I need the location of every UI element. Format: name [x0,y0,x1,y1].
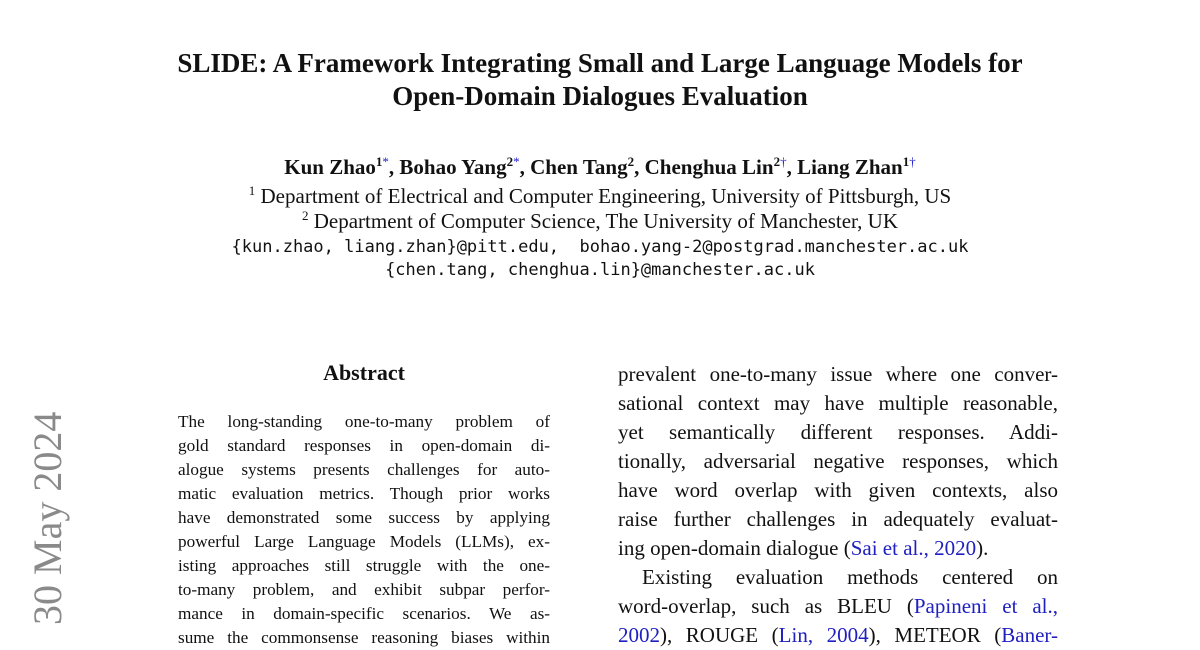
affiliation-text: Department of Computer Science, The University of Manchester, UK [313,209,899,233]
intro-line [618,447,1058,476]
citation-link[interactable]: Sai et al., 2020 [850,536,977,560]
intro-line [618,621,1058,650]
intro-text: Existing evaluation methods centered on [642,565,1058,589]
paper-title-line: SLIDE: A Framework Integrating Small and Large Language Models for [177,48,1023,78]
intro-text: have word overlap with given contexts, also [618,478,1058,502]
intro-text: prevalent one-to-many issue where one conver- [618,362,1058,386]
affiliation-1 [0,184,1200,209]
arxiv-date-stamp: 30 May 2024 [25,411,70,625]
citation-link[interactable]: 2002 [618,623,660,647]
abstract-line: isting approaches still struggle with the one- [178,556,550,575]
corresponding-author-marker[interactable]: † [909,154,916,169]
equal-contribution-marker[interactable]: * [513,154,520,169]
paper-title [0,47,1200,113]
intro-text: word-overlap, such as BLEU ( [618,594,914,618]
abstract-line: gold standard responses in open-domain di- [178,436,550,455]
abstract-body [178,410,550,650]
citation-link[interactable]: Lin, 2004 [778,623,869,647]
author-affiliation-marker: 2† [773,154,787,169]
intro-line [618,476,1058,505]
intro-text: ing open-domain dialogue ( [618,536,851,560]
abstract-line: alogue systems presents challenges for auto- [178,460,550,479]
intro-text: sational context may have multiple reasonable, [618,391,1058,415]
intro-column [618,360,1058,650]
abstract-line: to-many problem, and exhibit subpar perfor- [178,580,550,599]
author-affiliation-marker: 2* [506,154,520,169]
abstract-line: matic evaluation metrics. Though prior works [178,484,550,503]
author-name: Kun Zhao [284,155,376,179]
intro-line [618,389,1058,418]
intro-text: ). [976,536,989,560]
intro-line [618,563,1058,592]
intro-text: ), ROUGE ( [660,623,779,647]
paper-title-line: Open-Domain Dialogues Evaluation [392,81,808,111]
intro-line [618,592,1058,621]
intro-text: raise further challenges in adequately evaluat- [618,507,1058,531]
abstract-line: The long-standing one-to-many problem of [178,412,550,431]
author-name: Liang Zhan [797,155,903,179]
citation-link[interactable]: Papineni et al., [913,594,1058,618]
affiliation-text: Department of Electrical and Computer Engineering, University of Pittsburgh, US [260,184,952,208]
citation-link[interactable]: Baner- [1001,623,1058,647]
author-name: Chen Tang [530,155,628,179]
author-emails-line-1[interactable]: {kun.zhao, liang.zhan}@pitt.edu, bohao.yang-2@postgrad.manchester.ac.uk [231,237,969,257]
author-affiliation-marker: 2 [627,154,635,169]
affiliation-2 [0,209,1200,234]
abstract-line: powerful Large Language Models (LLMs), ex- [178,532,550,551]
intro-line [618,534,1058,563]
author-list: Kun Zhao$^{1*}$, Bohao Yang$^{2*}$, Chen Tang$^2$, Chenghua Lin$^{2\dagger}$, Liang Zhan$^{1\dagger}$ [284,154,916,179]
intro-text: tionally, adversarial negative responses, which [618,449,1058,473]
abstract-heading: Abstract [323,360,405,385]
author-name: Bohao Yang [399,155,507,179]
author-affiliation-marker: 1* [375,154,389,169]
author-affiliation-marker: 1† [902,154,916,169]
affiliation-marker: 1 [248,183,256,198]
intro-text: ), METEOR ( [868,623,1002,647]
affiliation-marker: 2 [301,208,309,223]
abstract-line: sume the commonsense reasoning biases within [178,628,550,647]
abstract-line: mance in domain-specific scenarios. We as- [178,604,550,623]
author-name: Chenghua Lin [644,155,774,179]
abstract-line: have demonstrated some success by applying [178,508,550,527]
intro-line [618,505,1058,534]
intro-text: yet semantically different responses. Addi- [618,420,1058,444]
equal-contribution-marker[interactable]: * [382,154,389,169]
intro-line [618,360,1058,389]
corresponding-author-marker[interactable]: † [780,154,787,169]
author-emails-line-2[interactable]: {chen.tang, chenghua.lin}@manchester.ac.uk [385,260,815,280]
intro-line [618,418,1058,447]
